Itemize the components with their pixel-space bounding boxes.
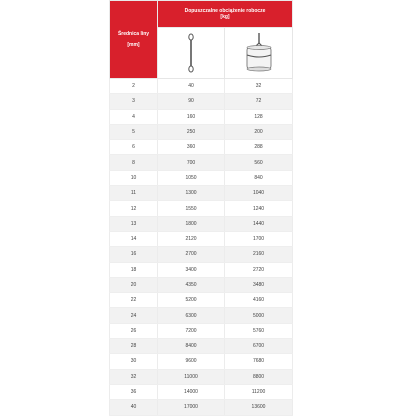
diameter-cell: 16: [110, 247, 158, 262]
table-row: [110, 155, 293, 170]
load-choke-cell: 1040: [225, 186, 293, 201]
table-row: [110, 216, 293, 231]
diameter-cell: 8: [110, 155, 158, 170]
load-choke-cell: 2160: [225, 247, 293, 262]
load-straight-cell: 250: [158, 124, 225, 139]
load-straight-cell: 1300: [158, 186, 225, 201]
load-table: [109, 0, 293, 416]
load-choke-cell: 11200: [225, 384, 293, 399]
load-choke-cell: 288: [225, 140, 293, 155]
table-row: [110, 369, 293, 384]
load-choke-cell: 7680: [225, 354, 293, 369]
diameter-label: Średnica liny: [117, 30, 150, 37]
diameter-cell: 26: [110, 323, 158, 338]
diameter-cell: 5: [110, 124, 158, 139]
load-choke-cell: 5760: [225, 323, 293, 338]
load-choke-cell: 6700: [225, 339, 293, 354]
diameter-cell: 18: [110, 262, 158, 277]
load-choke-cell: 200: [225, 124, 293, 139]
diameter-cell: 10: [110, 170, 158, 185]
diameter-cell: 20: [110, 277, 158, 292]
load-choke-cell: 2720: [225, 262, 293, 277]
table-row: [110, 109, 293, 124]
load-straight-cell: 5200: [158, 293, 225, 308]
load-straight-cell: 7200: [158, 323, 225, 338]
table-row: [110, 79, 293, 94]
load-choke-cell: 1240: [225, 201, 293, 216]
choke-sling-drum-icon: [225, 28, 293, 79]
table-row: [110, 323, 293, 338]
load-title: Dopuszczalne obciążenie robocze: [184, 8, 266, 14]
load-header: [158, 1, 293, 28]
load-choke-cell: 1440: [225, 216, 293, 231]
table-row: [110, 400, 293, 415]
load-straight-cell: 17000: [158, 400, 225, 415]
diameter-cell: 36: [110, 384, 158, 399]
table-row: [110, 231, 293, 246]
load-straight-cell: 160: [158, 109, 225, 124]
diameter-cell: 40: [110, 400, 158, 415]
diameter-cell: 14: [110, 231, 158, 246]
load-straight-cell: 700: [158, 155, 225, 170]
diameter-header: [110, 1, 158, 79]
load-choke-cell: 1700: [225, 231, 293, 246]
diameter-cell: 28: [110, 339, 158, 354]
load-straight-cell: 9600: [158, 354, 225, 369]
load-choke-cell: 4160: [225, 293, 293, 308]
load-straight-cell: 1050: [158, 170, 225, 185]
table-row: [110, 308, 293, 323]
table-row: [110, 140, 293, 155]
table-row: [110, 384, 293, 399]
table-row: [110, 293, 293, 308]
diameter-cell: 30: [110, 354, 158, 369]
diameter-cell: 6: [110, 140, 158, 155]
diameter-unit: [mm]: [127, 41, 140, 48]
table-row: [110, 201, 293, 216]
load-choke-cell: 840: [225, 170, 293, 185]
straight-sling-icon: [158, 28, 225, 79]
load-straight-cell: 6300: [158, 308, 225, 323]
diameter-cell: 22: [110, 293, 158, 308]
table-row: [110, 186, 293, 201]
load-straight-cell: 3400: [158, 262, 225, 277]
load-choke-cell: 8800: [225, 369, 293, 384]
load-choke-cell: 72: [225, 94, 293, 109]
diameter-cell: 13: [110, 216, 158, 231]
load-straight-cell: 8400: [158, 339, 225, 354]
load-straight-cell: 1550: [158, 201, 225, 216]
diameter-cell: 4: [110, 109, 158, 124]
load-table-container: [109, 0, 292, 416]
load-straight-cell: 2120: [158, 231, 225, 246]
load-choke-cell: 32: [225, 79, 293, 94]
diameter-cell: 12: [110, 201, 158, 216]
load-choke-cell: 560: [225, 155, 293, 170]
load-unit: [kg]: [220, 14, 230, 20]
load-choke-cell: 128: [225, 109, 293, 124]
table-row: [110, 262, 293, 277]
table-row: [110, 170, 293, 185]
diameter-cell: 3: [110, 94, 158, 109]
diameter-cell: 2: [110, 79, 158, 94]
load-straight-cell: 90: [158, 94, 225, 109]
table-row: [110, 277, 293, 292]
load-straight-cell: 4350: [158, 277, 225, 292]
load-straight-cell: 11000: [158, 369, 225, 384]
load-choke-cell: 3480: [225, 277, 293, 292]
diameter-cell: 11: [110, 186, 158, 201]
table-row: [110, 94, 293, 109]
load-straight-cell: 2700: [158, 247, 225, 262]
load-straight-cell: 14000: [158, 384, 225, 399]
load-table-body: [110, 79, 293, 416]
diameter-cell: 24: [110, 308, 158, 323]
load-straight-cell: 40: [158, 79, 225, 94]
table-row: [110, 354, 293, 369]
load-choke-cell: 5000: [225, 308, 293, 323]
table-row: [110, 124, 293, 139]
diameter-cell: 32: [110, 369, 158, 384]
table-row: [110, 339, 293, 354]
load-straight-cell: 360: [158, 140, 225, 155]
table-row: [110, 247, 293, 262]
load-straight-cell: 1800: [158, 216, 225, 231]
load-choke-cell: 13600: [225, 400, 293, 415]
